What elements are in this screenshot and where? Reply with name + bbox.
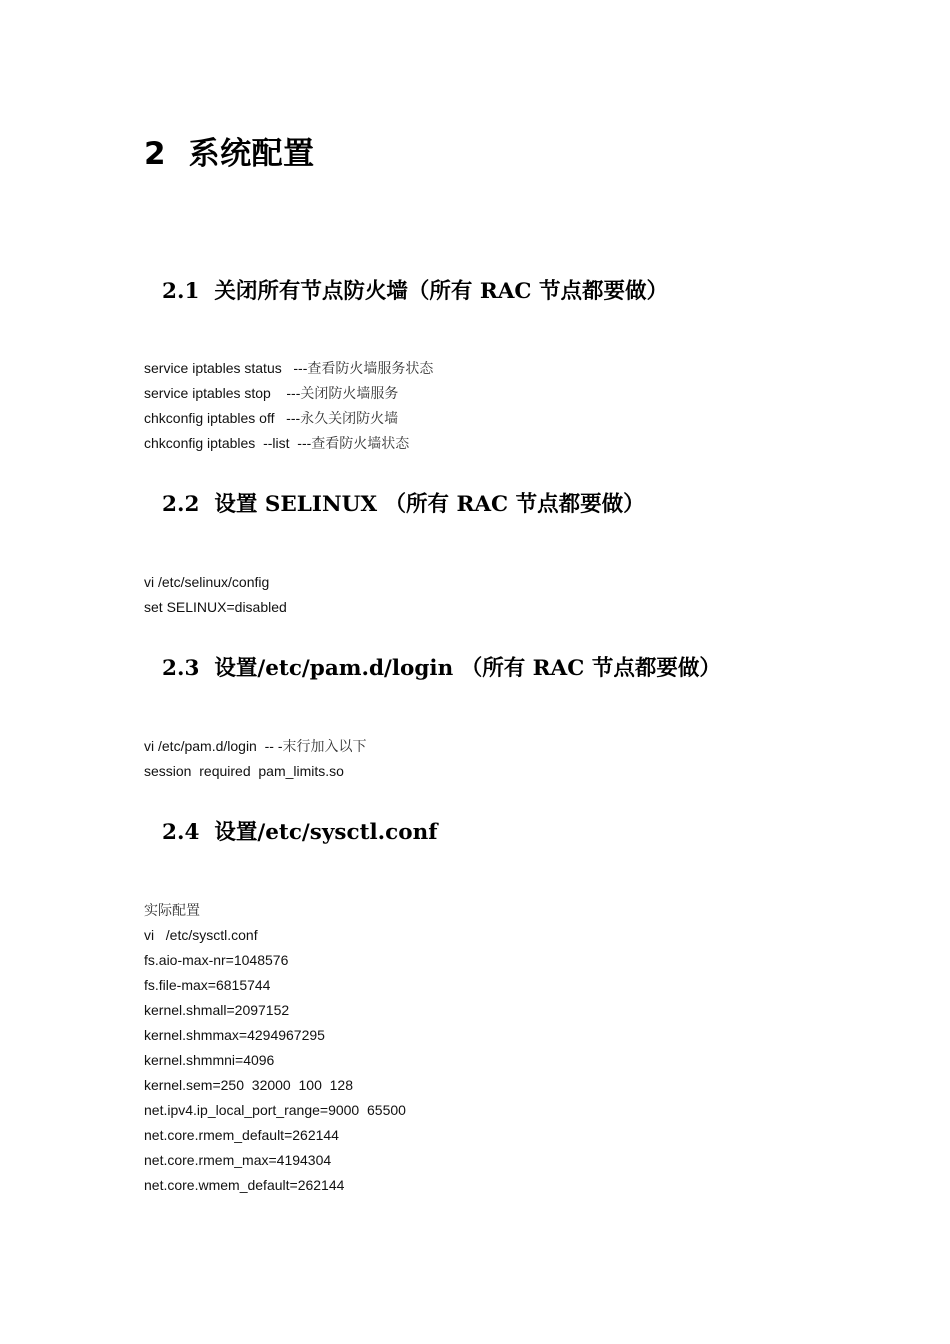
text-line: fs.aio-max-nr=1048576 — [144, 952, 289, 968]
text-line: set SELINUX=disabled — [144, 599, 287, 615]
text-line: fs.file-max=6815744 — [144, 977, 271, 993]
text-line: vi /etc/selinux/config — [144, 574, 270, 590]
text-line: net.ipv4.ip_local_port_range=9000 65500 — [144, 1102, 406, 1118]
text-line: net.core.rmem_max=4194304 — [144, 1152, 332, 1168]
text-line: service iptables stop ---关闭防火墙服务 — [144, 385, 399, 402]
text-line: 实际配置 — [144, 903, 200, 919]
chapter-title: 2 系统配置 — [144, 136, 315, 172]
text-line: service iptables status ---查看防火墙服务状态 — [144, 360, 434, 377]
section-heading-2-4: 2.4 设置/etc/sysctl.conf — [162, 820, 438, 845]
text-line: chkconfig iptables --list ---查看防火墙状态 — [144, 435, 410, 452]
text-line: kernel.shmmni=4096 — [144, 1052, 275, 1068]
text-line: net.core.wmem_default=262144 — [144, 1177, 345, 1193]
text-line: chkconfig iptables off ---永久关闭防火墙 — [144, 410, 399, 427]
text-line: kernel.sem=250 32000 100 128 — [144, 1077, 353, 1093]
text-line: kernel.shmmax=4294967295 — [144, 1027, 325, 1043]
text-line: kernel.shmall=2097152 — [144, 1002, 290, 1018]
section-heading-2-1: 2.1 关闭所有节点防火墙（所有 RAC 节点都要做） — [162, 279, 669, 304]
text-line: vi /etc/sysctl.conf — [144, 927, 258, 943]
text-line: session required pam_limits.so — [144, 763, 344, 779]
text-line: net.core.rmem_default=262144 — [144, 1127, 339, 1143]
section-heading-2-2: 2.2 设置 SELINUX （所有 RAC 节点都要做） — [162, 492, 645, 517]
section-heading-2-3: 2.3 设置/etc/pam.d/login （所有 RAC 节点都要做） — [162, 656, 721, 681]
text-line: vi /etc/pam.d/login -- -末行加入以下 — [144, 738, 367, 755]
